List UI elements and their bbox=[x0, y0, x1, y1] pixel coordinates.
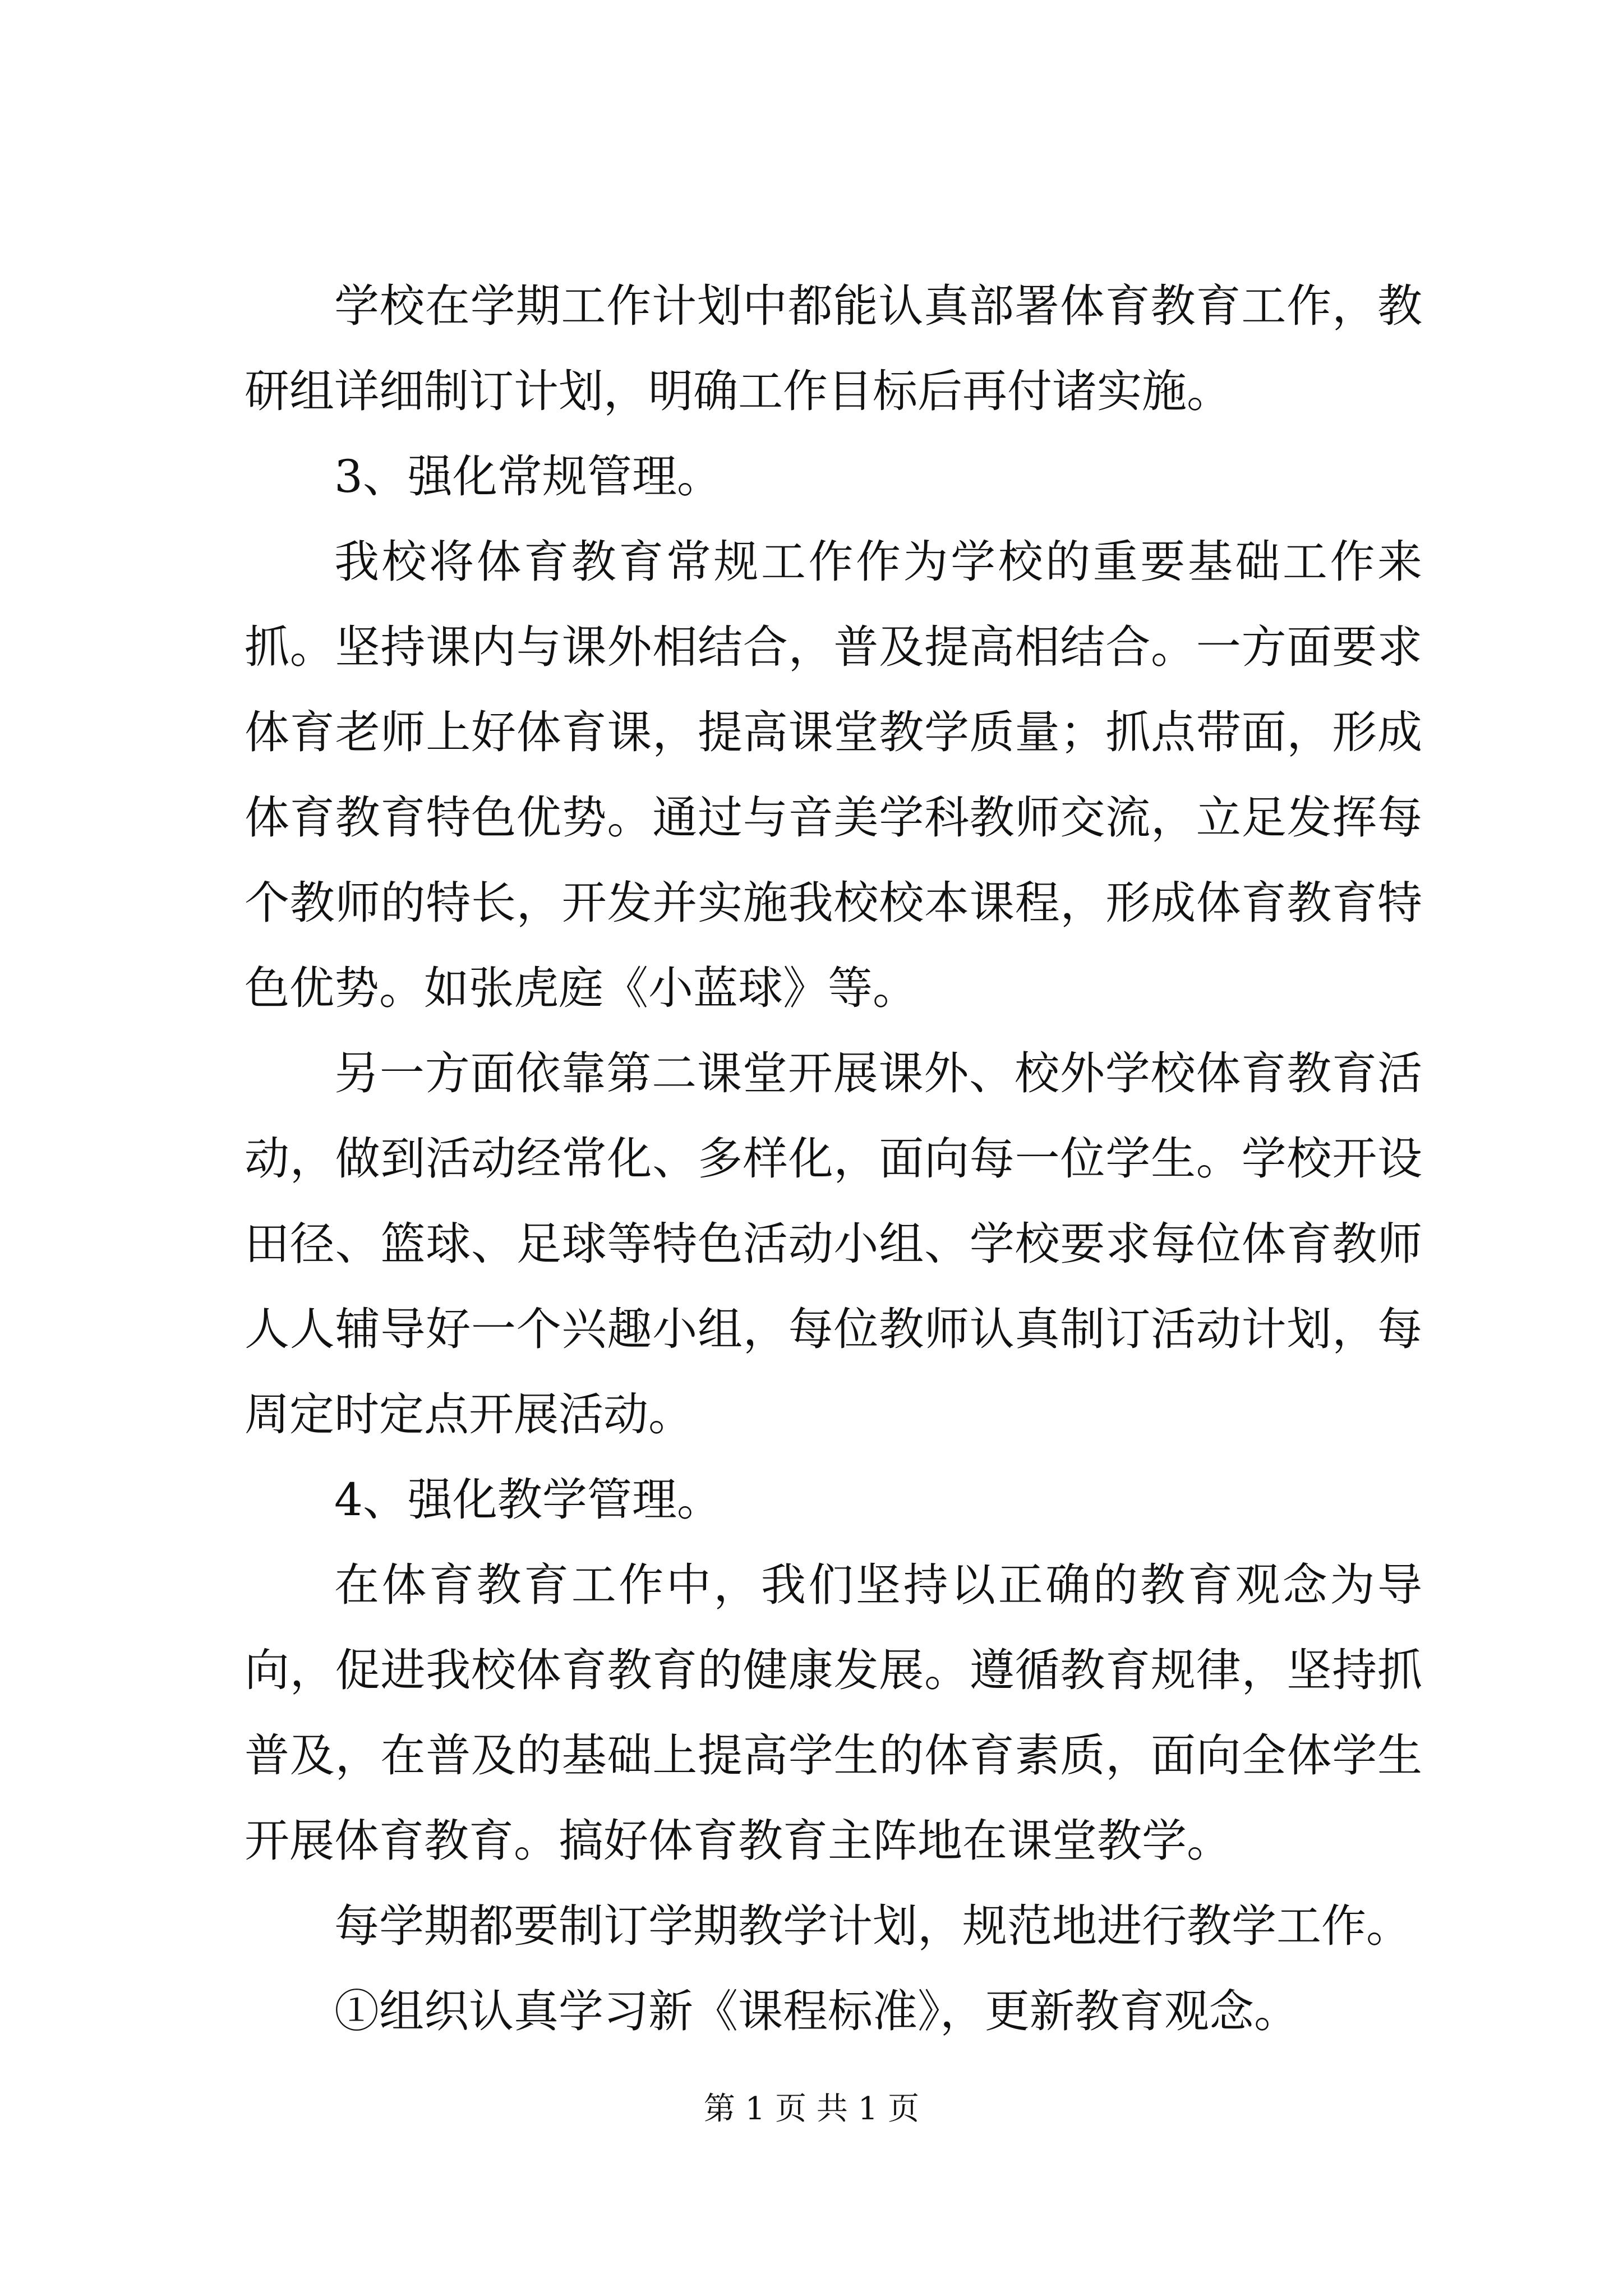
paragraph-plan: 学校在学期工作计划中都能认真部署体育教育工作，教研组详细制订计划，明确工作目标后再付诸实施。 bbox=[245, 280, 1422, 417]
document-body bbox=[245, 264, 1422, 2054]
paragraph-curriculum-standard: ①组织认真学习新《课程标准》，更新教育观念。 bbox=[334, 1985, 1299, 2037]
heading-routine-management: 3、强化常规管理。 bbox=[334, 450, 722, 503]
paragraph-semester-plan: 每学期都要制订学期教学计划，规范地进行教学工作。 bbox=[334, 1900, 1411, 1952]
paragraph-education-concept: 在体育教育工作中，我们坚持以正确的教育观念为导向，促进我校体育教育的健康发展。遵循教育规律，坚持抓普及，在普及的基础上提高学生的体育素质，面向全体学生开展体育教育。搞好体育教育主阵地在课堂教学。 bbox=[245, 1559, 1422, 1867]
paragraph-routine-work: 我校将体育教育常规工作作为学校的重要基础工作来抓。坚持课内与课外相结合，普及提高相结合。一方面要求体育老师上好体育课，提高课堂教学质量；抓点带面，形成体育教育特色优势。通过与音美学科教师交流，立足发挥每个教师的特长，开发并实施我校校本课程，形成体育教育特色优势。如张虎庭《小蓝球》等。 bbox=[245, 536, 1422, 1014]
paragraph-second-classroom: 另一方面依靠第二课堂开展课外、校外学校体育教育活动，做到活动经常化、多样化，面向每一位学生。学校开设田径、篮球、足球等特色活动小组、学校要求每位体育教师人人辅导好一个兴趣小组，每位教师认真制订活动计划，每周定时定点开展活动。 bbox=[245, 1047, 1422, 1441]
page-footer: 第 1 页 共 1 页 bbox=[703, 2091, 920, 2127]
heading-teaching-management: 4、强化教学管理。 bbox=[334, 1474, 722, 1526]
